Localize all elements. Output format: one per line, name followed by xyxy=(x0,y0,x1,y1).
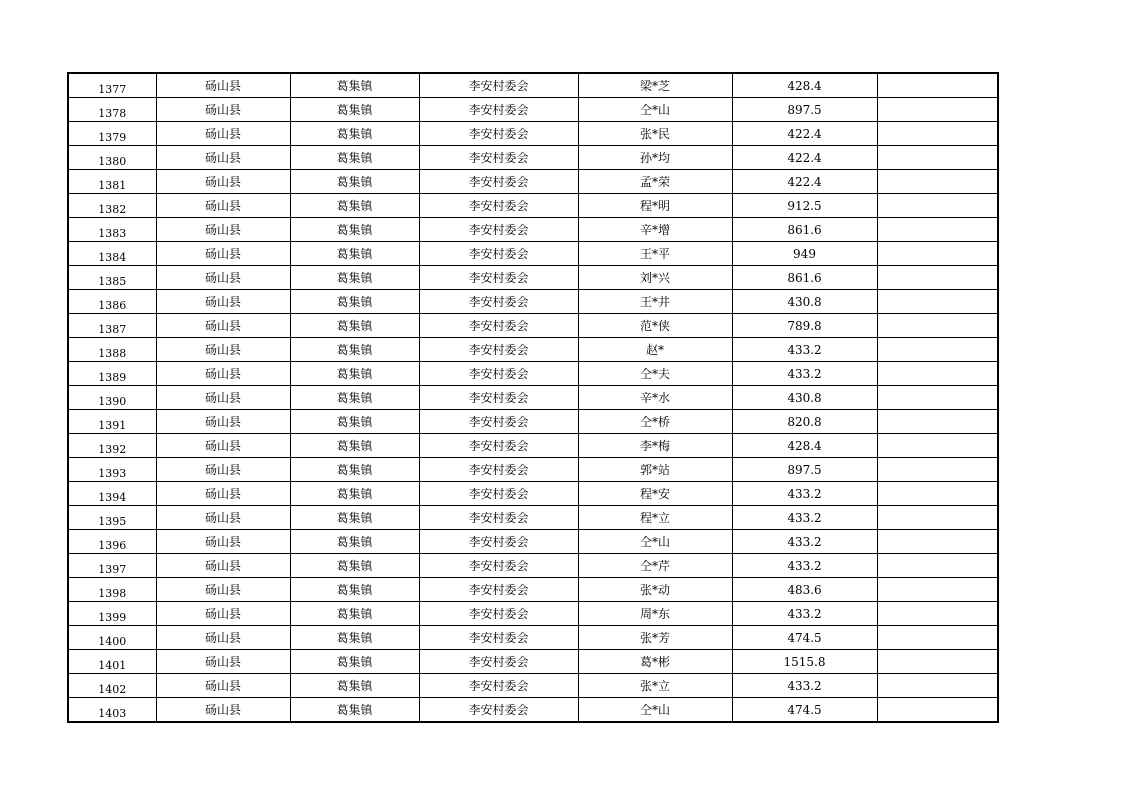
amount-cell: 433.2 xyxy=(732,482,877,506)
town-cell: 葛集镇 xyxy=(290,674,419,698)
village-cell: 李安村委会 xyxy=(419,698,578,723)
village-cell: 李安村委会 xyxy=(419,218,578,242)
amount-cell: 474.5 xyxy=(732,698,877,723)
village-cell: 李安村委会 xyxy=(419,482,578,506)
village-cell: 李安村委会 xyxy=(419,338,578,362)
village-cell: 李安村委会 xyxy=(419,602,578,626)
note-cell xyxy=(877,218,998,242)
note-cell xyxy=(877,73,998,98)
row-number-cell: 1386 xyxy=(68,290,156,314)
note-cell xyxy=(877,410,998,434)
county-cell: 砀山县 xyxy=(156,650,290,674)
village-cell: 李安村委会 xyxy=(419,578,578,602)
town-cell: 葛集镇 xyxy=(290,602,419,626)
county-cell: 砀山县 xyxy=(156,73,290,98)
table-row xyxy=(68,338,998,362)
table-row xyxy=(68,626,998,650)
note-cell xyxy=(877,650,998,674)
town-cell: 葛集镇 xyxy=(290,578,419,602)
row-number-cell: 1390 xyxy=(68,386,156,410)
row-number-cell: 1401 xyxy=(68,650,156,674)
name-cell: 郭*站 xyxy=(578,458,732,482)
note-cell xyxy=(877,530,998,554)
table-row xyxy=(68,458,998,482)
village-cell: 李安村委会 xyxy=(419,626,578,650)
name-cell: 仝*夫 xyxy=(578,362,732,386)
table-row xyxy=(68,386,998,410)
amount-cell: 789.8 xyxy=(732,314,877,338)
row-number-cell: 1384 xyxy=(68,242,156,266)
table-row xyxy=(68,482,998,506)
note-cell xyxy=(877,626,998,650)
county-cell: 砀山县 xyxy=(156,698,290,723)
county-cell: 砀山县 xyxy=(156,122,290,146)
amount-cell: 428.4 xyxy=(732,73,877,98)
county-cell: 砀山县 xyxy=(156,674,290,698)
village-cell: 李安村委会 xyxy=(419,170,578,194)
table-row xyxy=(68,530,998,554)
name-cell: 仝*桥 xyxy=(578,410,732,434)
town-cell: 葛集镇 xyxy=(290,458,419,482)
amount-cell: 433.2 xyxy=(732,602,877,626)
town-cell: 葛集镇 xyxy=(290,650,419,674)
table-row xyxy=(68,122,998,146)
note-cell xyxy=(877,578,998,602)
village-cell: 李安村委会 xyxy=(419,530,578,554)
name-cell: 仝*山 xyxy=(578,530,732,554)
note-cell xyxy=(877,98,998,122)
county-cell: 砀山县 xyxy=(156,146,290,170)
note-cell xyxy=(877,482,998,506)
name-cell: 仝*山 xyxy=(578,698,732,723)
amount-cell: 483.6 xyxy=(732,578,877,602)
amount-cell: 949 xyxy=(732,242,877,266)
name-cell: 梁*芝 xyxy=(578,73,732,98)
village-cell: 李安村委会 xyxy=(419,434,578,458)
note-cell xyxy=(877,290,998,314)
amount-cell: 912.5 xyxy=(732,194,877,218)
row-number-cell: 1377 xyxy=(68,73,156,98)
table-row xyxy=(68,434,998,458)
row-number-cell: 1387 xyxy=(68,314,156,338)
county-cell: 砀山县 xyxy=(156,314,290,338)
table-row xyxy=(68,170,998,194)
row-number-cell: 1394 xyxy=(68,482,156,506)
name-cell: 王*平 xyxy=(578,242,732,266)
town-cell: 葛集镇 xyxy=(290,122,419,146)
village-cell: 李安村委会 xyxy=(419,506,578,530)
note-cell xyxy=(877,386,998,410)
county-cell: 砀山县 xyxy=(156,506,290,530)
amount-cell: 897.5 xyxy=(732,98,877,122)
note-cell xyxy=(877,194,998,218)
village-cell: 李安村委会 xyxy=(419,314,578,338)
amount-cell: 433.2 xyxy=(732,338,877,362)
county-cell: 砀山县 xyxy=(156,218,290,242)
table-row xyxy=(68,194,998,218)
name-cell: 程*明 xyxy=(578,194,732,218)
village-cell: 李安村委会 xyxy=(419,458,578,482)
town-cell: 葛集镇 xyxy=(290,434,419,458)
town-cell: 葛集镇 xyxy=(290,314,419,338)
name-cell: 张*动 xyxy=(578,578,732,602)
town-cell: 葛集镇 xyxy=(290,242,419,266)
county-cell: 砀山县 xyxy=(156,362,290,386)
row-number-cell: 1402 xyxy=(68,674,156,698)
name-cell: 程*安 xyxy=(578,482,732,506)
town-cell: 葛集镇 xyxy=(290,626,419,650)
village-cell: 李安村委会 xyxy=(419,146,578,170)
town-cell: 葛集镇 xyxy=(290,170,419,194)
county-cell: 砀山县 xyxy=(156,410,290,434)
note-cell xyxy=(877,314,998,338)
table-row xyxy=(68,218,998,242)
amount-cell: 897.5 xyxy=(732,458,877,482)
name-cell: 仝*山 xyxy=(578,98,732,122)
table-row xyxy=(68,674,998,698)
note-cell xyxy=(877,602,998,626)
table-row xyxy=(68,73,998,98)
village-cell: 李安村委会 xyxy=(419,290,578,314)
amount-cell: 861.6 xyxy=(732,218,877,242)
name-cell: 辛*水 xyxy=(578,386,732,410)
county-cell: 砀山县 xyxy=(156,554,290,578)
name-cell: 张*民 xyxy=(578,122,732,146)
town-cell: 葛集镇 xyxy=(290,194,419,218)
county-cell: 砀山县 xyxy=(156,602,290,626)
amount-cell: 1515.8 xyxy=(732,650,877,674)
county-cell: 砀山县 xyxy=(156,626,290,650)
amount-cell: 433.2 xyxy=(732,554,877,578)
row-number-cell: 1403 xyxy=(68,698,156,723)
table-row xyxy=(68,146,998,170)
note-cell xyxy=(877,122,998,146)
row-number-cell: 1393 xyxy=(68,458,156,482)
row-number-cell: 1391 xyxy=(68,410,156,434)
note-cell xyxy=(877,506,998,530)
amount-cell: 820.8 xyxy=(732,410,877,434)
row-number-cell: 1380 xyxy=(68,146,156,170)
row-number-cell: 1378 xyxy=(68,98,156,122)
amount-cell: 474.5 xyxy=(732,626,877,650)
name-cell: 张*芳 xyxy=(578,626,732,650)
note-cell xyxy=(877,242,998,266)
note-cell xyxy=(877,554,998,578)
town-cell: 葛集镇 xyxy=(290,218,419,242)
row-number-cell: 1398 xyxy=(68,578,156,602)
table-body xyxy=(68,73,998,722)
table-row xyxy=(68,578,998,602)
table-row xyxy=(68,554,998,578)
amount-cell: 433.2 xyxy=(732,674,877,698)
name-cell: 辛*增 xyxy=(578,218,732,242)
village-cell: 李安村委会 xyxy=(419,386,578,410)
county-cell: 砀山县 xyxy=(156,242,290,266)
village-cell: 李安村委会 xyxy=(419,122,578,146)
village-cell: 李安村委会 xyxy=(419,554,578,578)
row-number-cell: 1396 xyxy=(68,530,156,554)
village-cell: 李安村委会 xyxy=(419,266,578,290)
town-cell: 葛集镇 xyxy=(290,698,419,723)
amount-cell: 861.6 xyxy=(732,266,877,290)
village-cell: 李安村委会 xyxy=(419,674,578,698)
note-cell xyxy=(877,434,998,458)
town-cell: 葛集镇 xyxy=(290,146,419,170)
name-cell: 李*梅 xyxy=(578,434,732,458)
county-cell: 砀山县 xyxy=(156,290,290,314)
town-cell: 葛集镇 xyxy=(290,98,419,122)
town-cell: 葛集镇 xyxy=(290,386,419,410)
town-cell: 葛集镇 xyxy=(290,410,419,434)
name-cell: 范*侠 xyxy=(578,314,732,338)
county-cell: 砀山县 xyxy=(156,386,290,410)
town-cell: 葛集镇 xyxy=(290,266,419,290)
table-row xyxy=(68,602,998,626)
row-number-cell: 1383 xyxy=(68,218,156,242)
county-cell: 砀山县 xyxy=(156,482,290,506)
table-row xyxy=(68,290,998,314)
village-cell: 李安村委会 xyxy=(419,242,578,266)
village-cell: 李安村委会 xyxy=(419,194,578,218)
row-number-cell: 1382 xyxy=(68,194,156,218)
county-cell: 砀山县 xyxy=(156,338,290,362)
row-number-cell: 1392 xyxy=(68,434,156,458)
town-cell: 葛集镇 xyxy=(290,506,419,530)
row-number-cell: 1400 xyxy=(68,626,156,650)
row-number-cell: 1397 xyxy=(68,554,156,578)
amount-cell: 430.8 xyxy=(732,290,877,314)
town-cell: 葛集镇 xyxy=(290,482,419,506)
county-cell: 砀山县 xyxy=(156,170,290,194)
name-cell: 程*立 xyxy=(578,506,732,530)
town-cell: 葛集镇 xyxy=(290,290,419,314)
amount-cell: 433.2 xyxy=(732,506,877,530)
name-cell: 葛*彬 xyxy=(578,650,732,674)
county-cell: 砀山县 xyxy=(156,530,290,554)
data-table xyxy=(67,72,999,723)
amount-cell: 433.2 xyxy=(732,530,877,554)
amount-cell: 422.4 xyxy=(732,170,877,194)
note-cell xyxy=(877,698,998,723)
row-number-cell: 1388 xyxy=(68,338,156,362)
village-cell: 李安村委会 xyxy=(419,650,578,674)
county-cell: 砀山县 xyxy=(156,578,290,602)
table-row xyxy=(68,242,998,266)
county-cell: 砀山县 xyxy=(156,98,290,122)
town-cell: 葛集镇 xyxy=(290,362,419,386)
table-row xyxy=(68,698,998,723)
row-number-cell: 1395 xyxy=(68,506,156,530)
note-cell xyxy=(877,674,998,698)
amount-cell: 422.4 xyxy=(732,146,877,170)
name-cell: 孟*荣 xyxy=(578,170,732,194)
table-row xyxy=(68,362,998,386)
row-number-cell: 1379 xyxy=(68,122,156,146)
county-cell: 砀山县 xyxy=(156,458,290,482)
town-cell: 葛集镇 xyxy=(290,338,419,362)
note-cell xyxy=(877,146,998,170)
name-cell: 王*井 xyxy=(578,290,732,314)
village-cell: 李安村委会 xyxy=(419,73,578,98)
row-number-cell: 1399 xyxy=(68,602,156,626)
note-cell xyxy=(877,170,998,194)
name-cell: 周*东 xyxy=(578,602,732,626)
note-cell xyxy=(877,362,998,386)
table-row xyxy=(68,410,998,434)
county-cell: 砀山县 xyxy=(156,194,290,218)
name-cell: 孙*均 xyxy=(578,146,732,170)
town-cell: 葛集镇 xyxy=(290,73,419,98)
table-row xyxy=(68,506,998,530)
table-row xyxy=(68,266,998,290)
table-row xyxy=(68,98,998,122)
county-cell: 砀山县 xyxy=(156,434,290,458)
village-cell: 李安村委会 xyxy=(419,410,578,434)
amount-cell: 422.4 xyxy=(732,122,877,146)
note-cell xyxy=(877,458,998,482)
village-cell: 李安村委会 xyxy=(419,98,578,122)
name-cell: 赵* xyxy=(578,338,732,362)
village-cell: 李安村委会 xyxy=(419,362,578,386)
note-cell xyxy=(877,338,998,362)
county-cell: 砀山县 xyxy=(156,266,290,290)
amount-cell: 433.2 xyxy=(732,362,877,386)
row-number-cell: 1385 xyxy=(68,266,156,290)
name-cell: 张*立 xyxy=(578,674,732,698)
amount-cell: 428.4 xyxy=(732,434,877,458)
row-number-cell: 1389 xyxy=(68,362,156,386)
town-cell: 葛集镇 xyxy=(290,530,419,554)
town-cell: 葛集镇 xyxy=(290,554,419,578)
name-cell: 仝*芹 xyxy=(578,554,732,578)
row-number-cell: 1381 xyxy=(68,170,156,194)
note-cell xyxy=(877,266,998,290)
table-row xyxy=(68,314,998,338)
table-row xyxy=(68,650,998,674)
name-cell: 刘*兴 xyxy=(578,266,732,290)
amount-cell: 430.8 xyxy=(732,386,877,410)
